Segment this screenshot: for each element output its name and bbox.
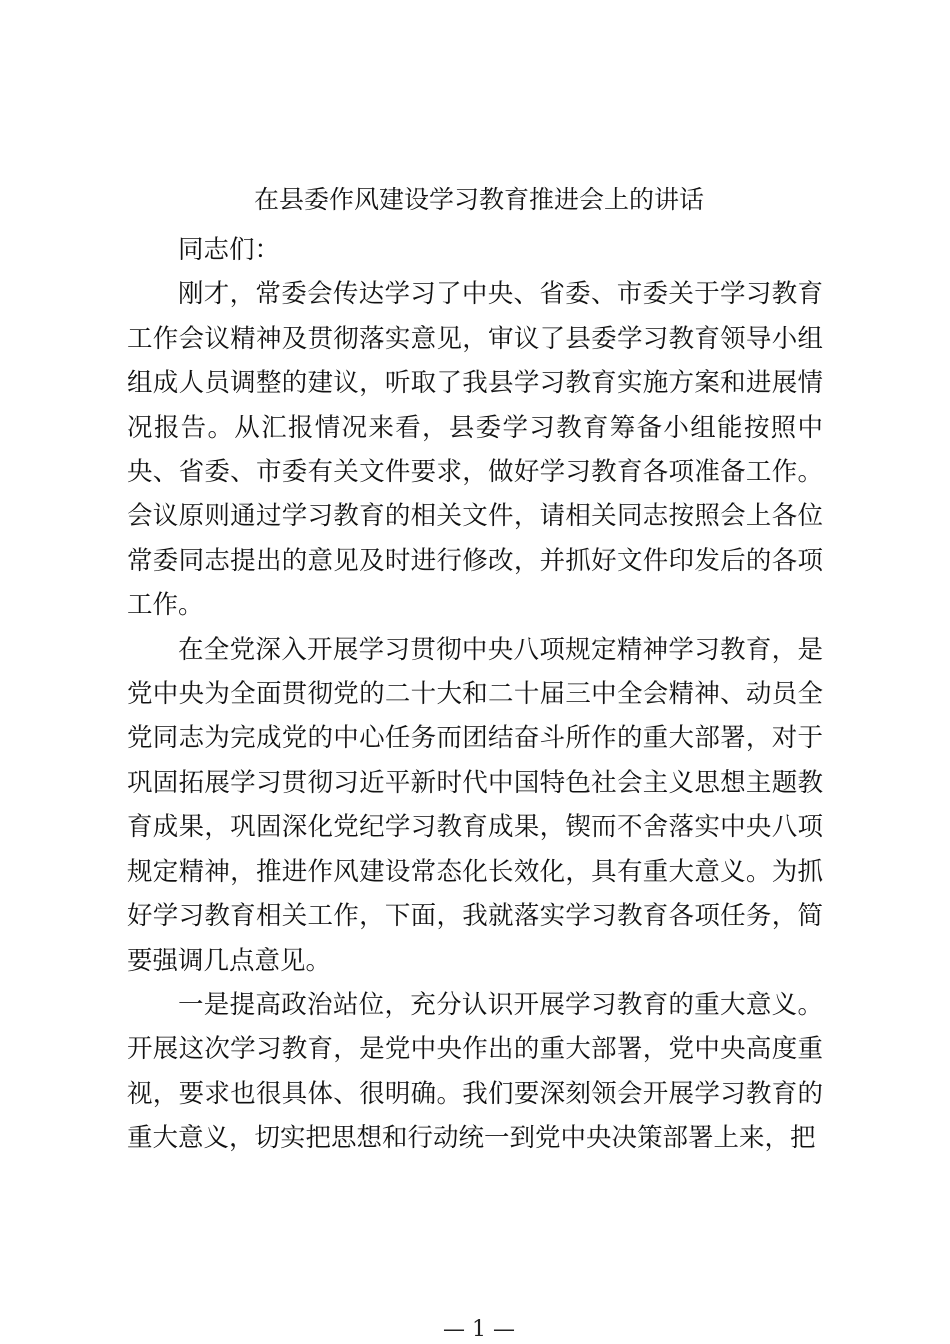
paragraph-2: 在全党深入开展学习贯彻中央八项规定精神学习教育，是党中央为全面贯彻党的二十大和二十届三中全会精神、动员全党同志为完成党的中心任务而团结奋斗所作的重大部署，对于巩固拓展学习贯彻习近平新时代中国特色社会主义思想主题教育成果，巩固深化党纪学习教育成果，锲而不舍落实中央八项规定精神，推进作风建设常态化长效化，具有重大意义。为抓好学习教育相关工作，下面，我就落实学习教育各项任务，简要强调几点意见。 xyxy=(127,634,823,976)
document-title: 在县委作风建设学习教育推进会上的讲话 xyxy=(253,185,704,214)
paragraph-3: 一是提高政治站位，充分认识开展学习教育的重大意义。开展这次学习教育，是党中央作出的重大部署，党中央高度重视，要求也很具体、很明确。我们要深刻领会开展学习教育的重大意义，切实把思想和行动统一到党中央决策部署上来，把 xyxy=(127,989,823,1154)
paragraph-1: 刚才，常委会传达学习了中央、省委、市委关于学习教育工作会议精神及贯彻落实意见，审议了县委学习教育领导小组组成人员调整的建议，听取了我县学习教育实施方案和进展情况报告。从汇报情况来看，县委学习教育筹备小组能按照中央、省委、市委有关文件要求，做好学习教育各项准备工作。会议原则通过学习教育的相关文件，请相关同志按照会上各位常委同志提出的意见及时进行修改，并抓好文件印发后的各项工作。 xyxy=(127,279,823,621)
document-body xyxy=(127,228,823,1161)
salutation: 同志们： xyxy=(178,235,281,265)
page-number: — 1 — xyxy=(443,1317,515,1342)
